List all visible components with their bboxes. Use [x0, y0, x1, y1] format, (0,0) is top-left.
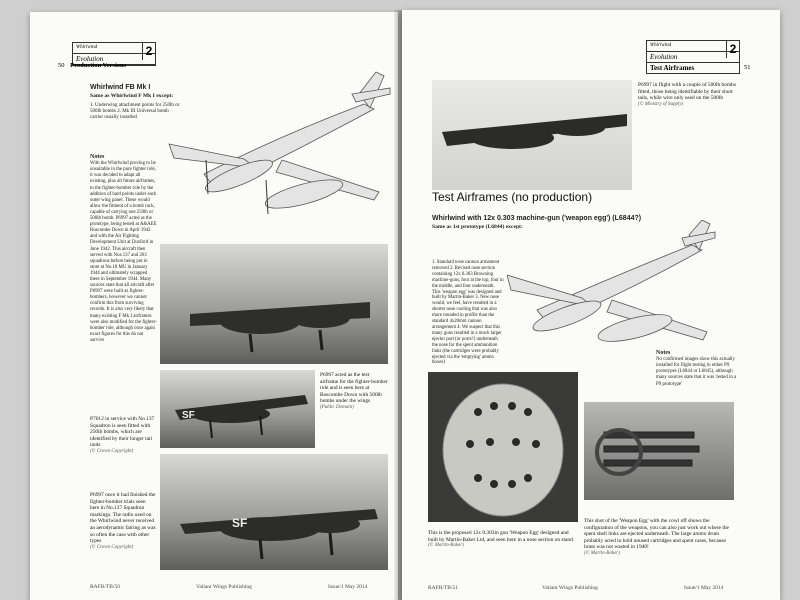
caption-weapon-egg-text: This is the proposed 12x 0.303in gun 'Weapon Egg' designed and built by Martin-Baker Ltd, and seen here in a nose section on stand	[428, 530, 573, 543]
left-footer-code: RAFB/TB/50	[90, 584, 120, 590]
caption-top-credit: (© Ministry of Supply)	[638, 101, 684, 107]
left-section-title: Production Versions	[70, 62, 127, 69]
caption-cowl-off	[584, 518, 734, 558]
fb-mk1-line-drawing	[164, 64, 392, 224]
caption-p6997-text: P6997 acted as the test airframe for the fighter-bomber role and is seen here at Boscombe Down with 500lb bombs under the wings	[320, 372, 388, 405]
notes-block	[90, 154, 158, 344]
right-header-chapter: Evolution	[647, 52, 739, 63]
caption-p6997b-credit: (© Crown Copyright)	[90, 544, 134, 550]
caption-top	[638, 82, 742, 108]
caption-p6997b-text: P6997 once it had finished the fighter-bomber trials seen here in No.137 Squadron markings. The radio used on the Whirlwind never received an aerodynamic fairing as was so often the case with other types	[90, 492, 156, 545]
left-page	[30, 12, 398, 600]
notes-body: With the Whirlwind proving to be unsuitable in the pure fighter role, it was decided to adapt all existing, plus all future airframes, to the fighter-bomber role by the addition of hard points under each outer wing panel. These would allow the fitment of a bomb rack, capable of carrying one 250lb or 500lb bomb. P6997 acted as the prototype, being tested at A&AEE Boscombe Down in April 1942 and with the Air Fighting Development Unit at Duxford in June 1942. This aircraft then served with Nos.137 and 263 squadrons before being put in store at No.18 MU in January 1944 and ultimately scrapped there in September 1944. Many sources state that all aircraft after P6997 were built as fighter-bombers, however we cannot confirm this from surviving records. It is also very likely that many existing F Mk I airframes were also modified for the fighter-bomber role, although once again exact figures for this do not survive	[90, 161, 157, 343]
weapon-egg-subtitle: Same as 1st prototype (L6844) except:	[432, 224, 523, 230]
weapon-egg-line-drawing	[507, 220, 717, 350]
right-page	[402, 10, 780, 600]
photo-weapon-egg-cowl-off	[584, 402, 734, 500]
right-header-number: 2	[726, 41, 739, 58]
photo-aircraft-silhouette	[190, 274, 370, 354]
left-footer-date: Issue/1 May 2014	[328, 584, 368, 590]
photo-flight-silhouette	[442, 92, 627, 182]
caption-p6997	[320, 372, 388, 412]
right-footer-publisher: Valiant Wings Publishing	[542, 585, 598, 591]
photo-p7012-137sqn	[160, 370, 315, 448]
caption-p7012-credit: (© Crown Copyright)	[90, 448, 134, 454]
left-footer-publisher: Valiant Wings Publishing	[196, 584, 252, 590]
right-page-header	[646, 40, 740, 74]
cowl-off-graphic	[594, 412, 724, 492]
fb-variant-list: 1. Underwing attachment points for 250lb or 500lb bombs 2. Mk III Universal bomb carrier usually installed	[90, 103, 180, 121]
notes-title: Notes	[90, 154, 105, 160]
caption-weapon-egg	[428, 530, 578, 550]
left-header-series: Whirlwind	[73, 43, 155, 54]
left-header-number: 2	[142, 43, 155, 60]
right-header-section: Test Airframes	[650, 64, 695, 72]
fb-variant-subtitle: Same as Whirlwind F Mk I except:	[90, 93, 174, 99]
caption-cowl-off-text: This shot of the 'Weapon Egg' with the cowl off shows the configuration of the weapons, you can also just work out where the spent shell links are ejected underneath. The large ammo drum probably acted to hold unused cartridges and spent cases, because brass was not wasted in 1940!	[584, 518, 729, 551]
caption-p7012-text: P7012 in service with No.137 Squadron is seen fitted with 250lb bombs, which are identified by their longer tail units	[90, 416, 155, 449]
fb-variant-title: Whirlwind FB Mk I	[90, 84, 151, 91]
caption-weapon-egg-credit: (© Martin-Baker)	[428, 543, 464, 549]
test-airframes-heading: Test Airframes (no production)	[432, 190, 593, 204]
caption-p6997b	[90, 492, 156, 551]
photo-p6997-boscombe	[160, 244, 388, 364]
right-footer-date: Issue/1 May 2014	[684, 585, 724, 591]
caption-top-text: P6997 in flight with a couple of 500lb bombs fitted, those being identifiable by their short tails, while wire only used on the 500lb	[638, 82, 736, 102]
right-footer-code: RAFB/TB/51	[428, 585, 458, 591]
photo-weapon-egg	[428, 372, 578, 522]
photo-p6997-in-flight	[432, 80, 632, 190]
left-page-number: 50	[58, 62, 65, 69]
weapon-egg-title: Whirlwind with 12x 0.303 machine-gun ('weapon egg') (L6844?)	[432, 215, 642, 222]
right-notes-title: Notes	[656, 350, 671, 356]
right-header-series: Whirlwind	[647, 41, 739, 52]
caption-p7012	[90, 416, 156, 456]
photo-code-letters-1: SF	[182, 410, 195, 421]
right-notes-block	[656, 350, 738, 388]
caption-p6997-credit: (Public Domain)	[320, 404, 354, 410]
weapon-egg-list: 1. Standard nose cannon armament removed 2. Revised nose section containing 12x 0.303 Browning machine-guns, four at the top, four in the middle, and four underneath. This 'weapon egg' was designed and built by Martin-Baker 3. New nose would, we feel, have resulted in a shorter nose cooling that was also more rounded in profile than the standard 4x20mm cannon arrangement 4. We suspect that this many guns resulted in a much larger ejector port (or ports?) underneath the nose for the spent ammunition links (the cartridges were probably ejected via the 'emptying' ammo boxes)	[432, 260, 504, 366]
right-notes-body: No confirmed images show this actually installed for flight testing in either P9 prototypes (L6844 or L6845), although many sources state that it was 'tested in a P9 prototype'	[656, 357, 737, 387]
photo-aircraft-silhouette-3	[180, 479, 380, 564]
left-header-section	[58, 62, 126, 69]
left-header-chapter: Evolution	[73, 54, 155, 65]
right-page-number: 51	[744, 64, 751, 71]
photo-code-letters-2: SF	[232, 516, 248, 530]
photo-p6997-137sqn	[160, 454, 388, 570]
caption-cowl-off-credit: (© Martin-Baker)	[584, 550, 620, 556]
weapon-egg-graphic	[428, 372, 578, 522]
